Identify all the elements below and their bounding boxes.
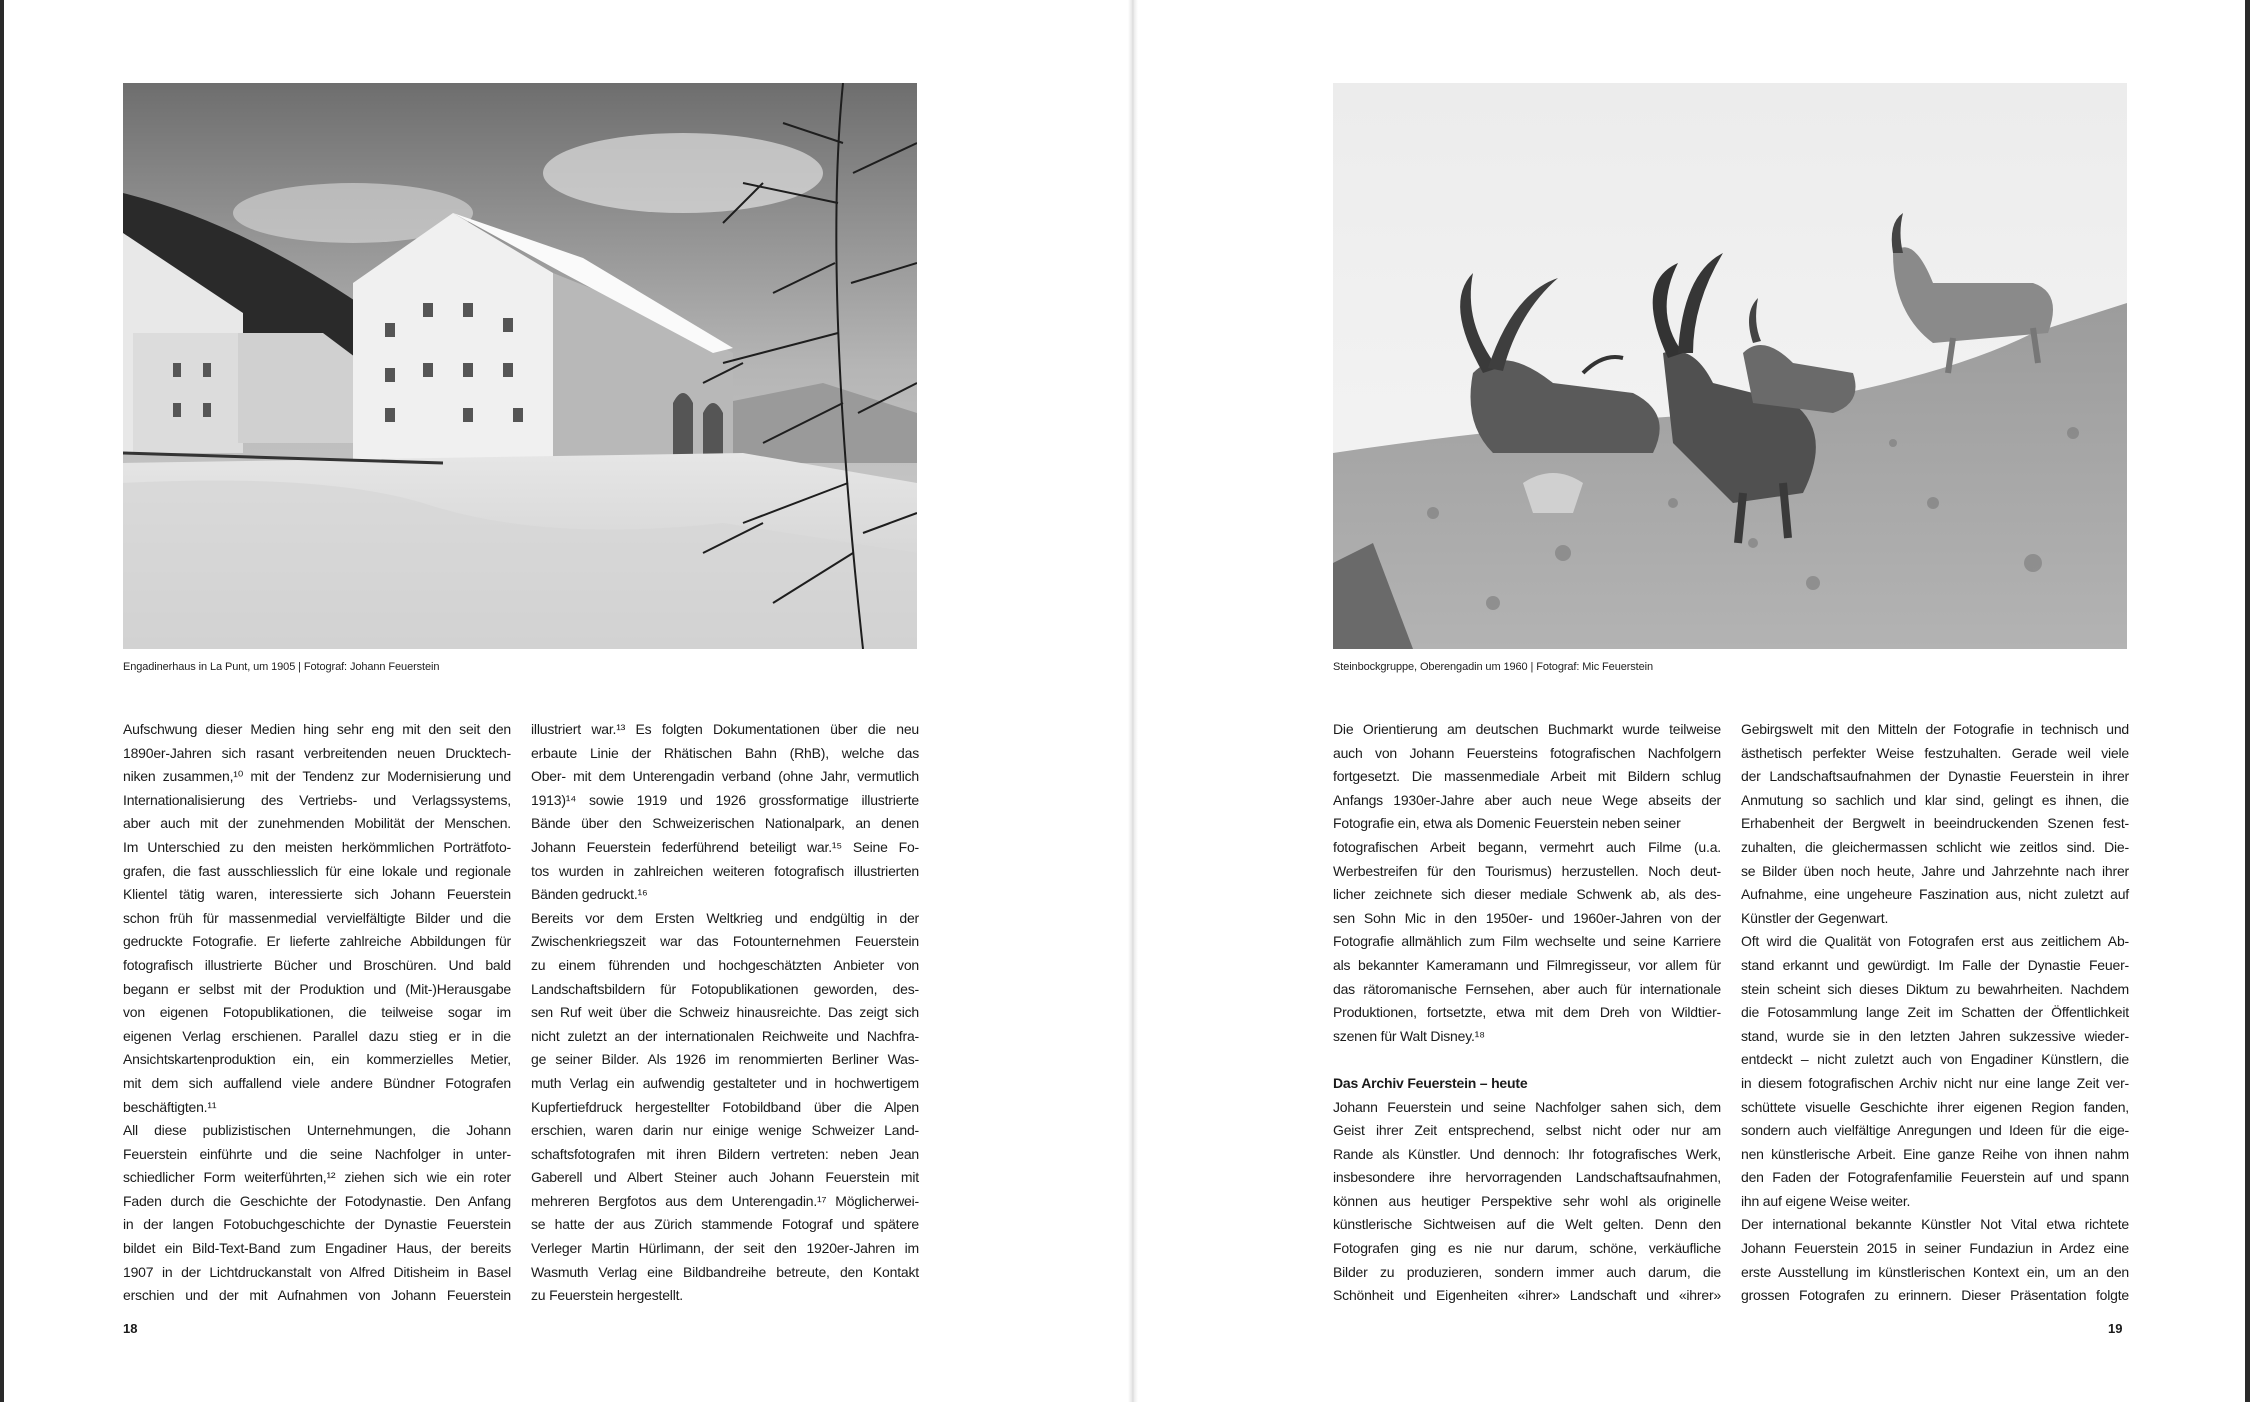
text-line: Oft wird die Qualität von Fotografen erst aus zeitlichem Ab- <box>1741 933 2129 950</box>
text-line: Produktionen, fortsetzte, etwa mit dem Dreh von Wildtier- <box>1333 1004 1721 1021</box>
text-line: Bände über den Schweizerischen Nationalpark, an denen <box>531 815 919 832</box>
text-line: zu einem führenden und hochgeschätzten Anbieter von <box>531 956 919 973</box>
text-line: Anmutung so sachlich und klar sind, gelingt es ihnen, die <box>1741 791 2129 808</box>
text-line: ästhetisch perfekter Weise festzuhalten. Gerade weil viele <box>1741 744 2129 761</box>
text-line: erste Ausstellung im künstlerischen Kontext ein, um an den <box>1741 1263 2129 1280</box>
text-line: Künstler der Gegenwart. <box>1741 909 1889 926</box>
text-line: sen Ruf weit über die Schweiz hinausreichte. Das zeigt sich <box>531 1004 919 1021</box>
text-line: schüttete visuelle Geschichte ihrer eigenen Region fanden, <box>1741 1098 2129 1115</box>
text-line: sen Sohn Mic in den 1950er- und 1960er-Jahren von der <box>1333 909 1721 926</box>
text-line: Feuerstein einführte und die seine Nachfolger in unter- <box>123 1145 511 1162</box>
text-line: Gebirgswelt mit den Mitteln der Fotografie in technisch und <box>1741 721 2129 737</box>
photo-caption: Engadinerhaus in La Punt, um 1905 | Fotograf: Johann Feuerstein <box>123 661 440 673</box>
text-line: ge seiner Bilder. Als 1926 im renommierten Berliner Was- <box>531 1051 919 1068</box>
text-line: Rande als Künstler. Und dennoch: Ihr fotografisches Werk, <box>1333 1145 1721 1162</box>
text-line: Aufnahme, eine ungeheure Faszination aus, nicht zuletzt auf <box>1741 886 2129 903</box>
text-line: grafen, die fast ausschliesslich für eine lokale und regionale <box>123 862 511 879</box>
text-line: Faden durch die Geschichte der Fotodynastie. Den Anfang <box>123 1192 511 1209</box>
text-line: nen künstlerische Arbeit. Eine ganze Reihe von ihnen nahm <box>1741 1145 2129 1162</box>
text-line: der Landschaftsaufnahmen der Dynastie Feuerstein in ihrer <box>1741 768 2129 785</box>
text-line: Die Orientierung am deutschen Buchmarkt wurde teilweise <box>1333 721 1721 737</box>
text-line: eigenen Verlag erschienen. Parallel dazu stieg er in die <box>123 1027 511 1044</box>
text-line: stand erkannt und gewürdigt. Im Falle der Dynastie Feuer- <box>1741 956 2129 973</box>
text-line: den Faden der Fotografenfamilie Feuerstein auf und spann <box>1741 1169 2129 1186</box>
text-line: können aus heutiger Perspektive sehr wohl als originelle <box>1333 1192 1721 1209</box>
text-line: Fotografie allmählich zum Film wechselte und seine Karriere <box>1333 933 1721 950</box>
text-line: zuhalten, die gleichermassen schlicht wie zeitlos sind. Die- <box>1741 838 2129 855</box>
text-line: All diese publizistischen Unternehmungen, die Johann <box>123 1122 511 1139</box>
text-line: in diesem fotografischen Archiv nicht nur eine lange Zeit ver- <box>1741 1074 2129 1091</box>
text-line: fotografisch illustrierte Bücher und Broschüren. Und bald <box>123 956 511 973</box>
text-line: das rätoromanische Fernsehen, aber auch für internationale <box>1333 980 1721 997</box>
text-line: erschien, waren darin nur einige wenige Schweizer Land- <box>531 1122 919 1139</box>
text-line: fortgesetzt. Die massenmediale Arbeit mit Bildern schlug <box>1333 768 1721 785</box>
text-line: Im Unterschied zu den meisten herkömmlichen Porträtfoto- <box>123 838 511 855</box>
text-line: fotografischen Arbeit begann, vermehrt auch Filme (u.a. <box>1333 838 1721 855</box>
text-line: Der international bekannte Künstler Not Vital etwa richtete <box>1741 1216 2129 1233</box>
section-heading: Das Archiv Feuerstein – heute <box>1333 1074 1528 1091</box>
text-line: ihn auf eigene Weise weiter. <box>1741 1192 1911 1209</box>
text-line: schaftsfotografen mit ihren Bildern vertreten: neben Jean <box>531 1145 919 1162</box>
text-column <box>1741 718 2129 1308</box>
text-line: niken zusammen,¹⁰ mit der Tendenz zur Modernisierung und <box>123 768 511 785</box>
text-line: beschäftigten.¹¹ <box>123 1098 217 1115</box>
text-line: nicht zuletzt an der internationalen Reichweite und Nachfra- <box>531 1027 919 1044</box>
text-line: Aufschwung dieser Medien hing sehr eng mit den seit den <box>123 721 511 737</box>
text-line: zu Feuerstein hergestellt. <box>531 1287 683 1304</box>
text-line: tos wurden in zahlreichen weiteren fotografisch illustrierten <box>531 862 919 879</box>
blank-line <box>1333 1048 1721 1072</box>
text-column <box>1333 718 1721 1308</box>
text-line: Erhabenheit der Bergwelt in beeindruckenden Szenen fest- <box>1741 815 2129 832</box>
text-line: Ansichtskartenproduktion ein, ein kommerzielles Metier, <box>123 1051 511 1068</box>
text-line: Bänden gedruckt.¹⁶ <box>531 886 648 903</box>
text-line: Zwischenkriegszeit war das Fotounternehmen Feuerstein <box>531 933 919 950</box>
text-line: Johann Feuerstein 2015 in seiner Fundaziun in Ardez eine <box>1741 1240 2129 1257</box>
text-line: licher zeichnete sich dieser mediale Schwenk ab, als des- <box>1333 886 1721 903</box>
text-line: Johann Feuerstein federführend beteiligt war.¹⁵ Seine Fo- <box>531 838 919 855</box>
text-line: se Bilder üben noch heute, Jahre und Jahrzehnte nach ihrer <box>1741 862 2129 879</box>
text-line: stein scheint sich dieses Diktum zu bewahrheiten. Nachdem <box>1741 980 2129 997</box>
text-line: Landschaftsbildern für Fotopublikationen geworden, des- <box>531 980 919 997</box>
text-line: begann er selbst mit der Produktion und (Mit-)Herausgabe <box>123 980 511 997</box>
page-number: 18 <box>123 1321 138 1336</box>
text-line: erbaute Linie der Rhätischen Bahn (RhB), welche das <box>531 744 919 761</box>
text-line: mehreren Bergfotos aus dem Unterengadin.¹⁷ Möglicherwei- <box>531 1192 919 1209</box>
text-line: Bereits vor dem Ersten Weltkrieg und endgültig in der <box>531 909 919 926</box>
text-line: Geist ihrer Zeit entsprechend, selbst nicht oder nur am <box>1333 1122 1721 1139</box>
text-column <box>531 718 919 1308</box>
text-line: se hatte der aus Zürich stammende Fotograf und spätere <box>531 1216 919 1233</box>
text-line: als bekannter Kameramann und Filmregisseur, vor allem für <box>1333 956 1721 973</box>
text-line: auch von Johann Feuersteins fotografischen Nachfolgern <box>1333 744 1721 761</box>
text-line: Werbestreifen für den Tourismus) herzustellen. Noch deut- <box>1333 862 1721 879</box>
text-line: Fotografie ein, etwa als Domenic Feuerstein neben seiner <box>1333 815 1681 832</box>
text-line: 1890er-Jahren sich rasant verbreitenden neuen Drucktech- <box>123 744 511 761</box>
text-line: Internationalisierung des Vertriebs- und Verlagssystems, <box>123 791 511 808</box>
text-line: Schönheit und Eigenheiten «ihrer» Landschaft und «ihrer» <box>1333 1287 1721 1304</box>
text-line: gedruckte Fotografie. Er lieferte zahlreiche Abbildungen für <box>123 933 511 950</box>
text-line: Fotografen ging es nie nur darum, schöne, verkäufliche <box>1333 1240 1721 1257</box>
text-line: Verleger Martin Hürlimann, der seit den 1920er-Jahren im <box>531 1240 919 1257</box>
text-line: Bilder zu produzieren, sondern immer auch darum, die <box>1333 1263 1721 1280</box>
text-line: illustriert war.¹³ Es folgten Dokumentationen über die neu <box>531 721 919 737</box>
text-line: stand, wurde sie in den letzten Jahren sukzessive wieder- <box>1741 1027 2129 1044</box>
text-line: erschien und der mit Aufnahmen von Johann Feuerstein <box>123 1287 511 1304</box>
photo-engadinerhaus <box>123 83 917 649</box>
photo-caption: Steinbockgruppe, Oberengadin um 1960 | Fotograf: Mic Feuerstein <box>1333 661 1654 673</box>
text-line: sondern auch vielfältige Anregungen und Ideen für die eige- <box>1741 1122 2129 1139</box>
text-line: künstlerische Sichtweisen auf die Welt gelten. Denn den <box>1333 1216 1721 1233</box>
text-line: Johann Feuerstein und seine Nachfolger sahen sich, dem <box>1333 1098 1721 1115</box>
text-line: aber auch mit der zunehmenden Mobilität der Menschen. <box>123 815 511 832</box>
text-line: Gaberell und Albert Steiner auch Johann Feuerstein mit <box>531 1169 919 1186</box>
text-line: bildet ein Bild-Text-Band zum Engadiner Haus, der bereits <box>123 1240 511 1257</box>
text-line: in der langen Fotobuchgeschichte der Dynastie Feuerstein <box>123 1216 511 1233</box>
text-line: muth Verlag ein aufwendig gestalteter und in hochwertigem <box>531 1074 919 1091</box>
text-line: grossen Fotografen zu erinnern. Dieser Präsentation folgte <box>1741 1287 2129 1304</box>
text-line: von eigenen Fotopublikationen, die teilweise sogar im <box>123 1004 511 1021</box>
page-number: 19 <box>2108 1321 2123 1336</box>
text-line: schon früh für massenmedial vervielfältigte Bilder und die <box>123 909 511 926</box>
page-edge-right <box>2245 0 2250 1402</box>
text-line: Klientel tätig waren, interessierte sich Johann Feuerstein <box>123 886 511 903</box>
text-column <box>123 718 511 1308</box>
text-line: 1913)¹⁴ sowie 1919 und 1926 grossformatige illustrierte <box>531 791 919 808</box>
text-line: 1907 in der Lichtdruckanstalt von Alfred Ditisheim in Basel <box>123 1263 511 1280</box>
page-edge-left <box>0 0 4 1402</box>
text-line: szenen für Walt Disney.¹⁸ <box>1333 1027 1485 1044</box>
book-gutter <box>1128 0 1138 1402</box>
text-line: Wasmuth Verlag eine Bildbandreihe betreute, den Kontakt <box>531 1263 919 1280</box>
text-line: Anfangs 1930er-Jahre aber auch neue Wege abseits der <box>1333 791 1721 808</box>
text-line: entdeckt – nicht zuletzt auch von Engadiner Künstlern, die <box>1741 1051 2129 1068</box>
text-line: die Fotosammlung lange Zeit im Schatten der Öffentlichkeit <box>1741 1004 2129 1021</box>
text-line: mit dem sich auffallend viele andere Bündner Fotografen <box>123 1074 511 1091</box>
text-line: Ober- mit dem Unterengadin verband (ohne Jahr, vermutlich <box>531 768 919 785</box>
photo-steinbockgruppe <box>1333 83 2127 649</box>
text-line: insbesondere ihre hervorragenden Landschaftsaufnahmen, <box>1333 1169 1721 1186</box>
text-line: Kupfertiefdruck hergestellter Fotobildband über die Alpen <box>531 1098 919 1115</box>
text-line: schiedlicher Form weiterführten,¹² ziehen sich wie ein roter <box>123 1169 511 1186</box>
